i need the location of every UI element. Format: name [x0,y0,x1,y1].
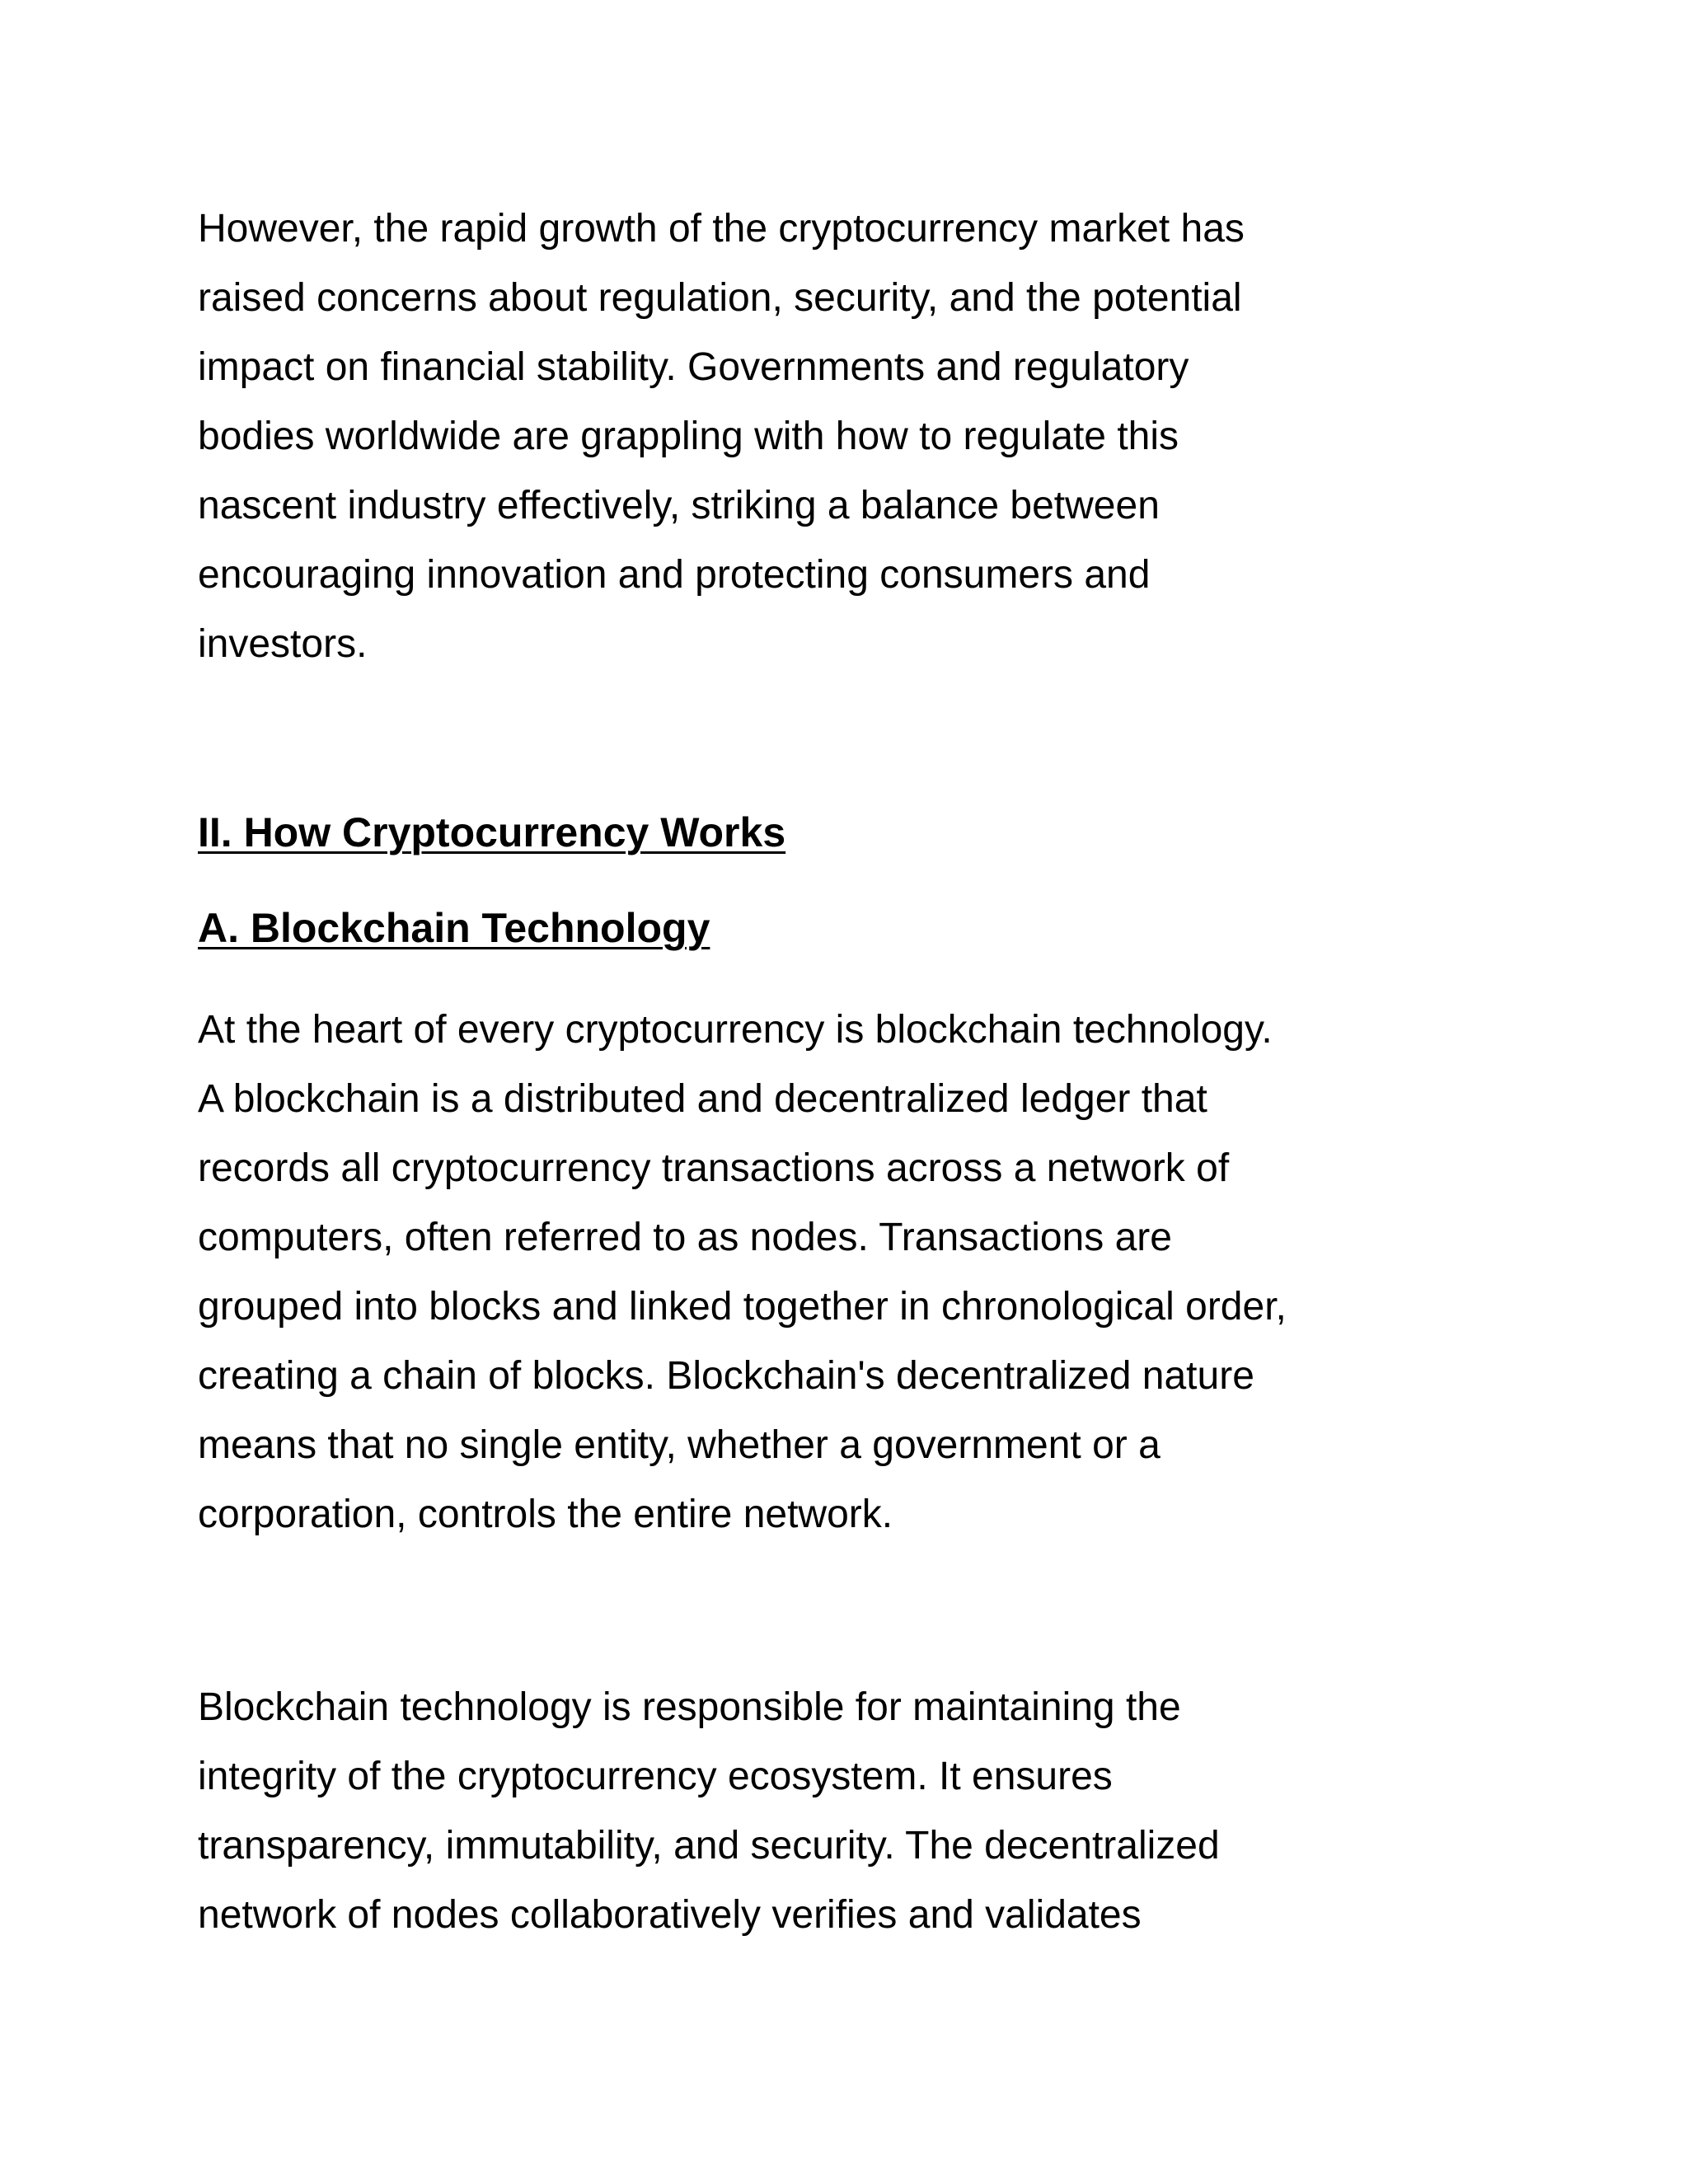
paragraph-line: grouped into blocks and linked together in chronological order, [198,1285,1287,1329]
section-heading-wrapper [198,808,1533,857]
paragraph-line: corporation, controls the entire network. [198,1493,893,1536]
paragraph-blockchain-intro [198,996,1533,1549]
paragraph-line: encouraging innovation and protecting consumers and [198,553,1151,597]
paragraph-line: nascent industry effectively, striking a balance between [198,484,1160,527]
paragraph-line: bodies worldwide are grappling with how to regulate this [198,415,1179,458]
paragraph-blockchain-integrity [198,1673,1533,1950]
subsection-heading-wrapper [198,903,1533,953]
paragraph-line: However, the rapid growth of the cryptocurrency market has [198,207,1245,251]
paragraph-regulation-concerns [198,194,1533,679]
paragraph-line: records all cryptocurrency transactions across a network of [198,1146,1230,1190]
paragraph-line: raised concerns about regulation, security, and the potential [198,276,1242,320]
paragraph-line: computers, often referred to as nodes. Transactions are [198,1216,1172,1259]
paragraph-line: creating a chain of blocks. Blockchain's decentralized nature [198,1354,1254,1398]
paragraph-line: Blockchain technology is responsible for maintaining the [198,1685,1181,1729]
paragraph-line: means that no single entity, whether a government or a [198,1423,1160,1467]
section-heading: II. How Cryptocurrency Works [198,809,786,855]
paragraph-line: A blockchain is a distributed and decentralized ledger that [198,1077,1207,1121]
subsection-heading: A. Blockchain Technology [198,905,710,951]
paragraph-line: transparency, immutability, and security. The decentralized [198,1824,1220,1868]
paragraph-line: At the heart of every cryptocurrency is blockchain technology. [198,1008,1273,1052]
paragraph-line: impact on financial stability. Governments and regulatory [198,345,1189,389]
paragraph-line: network of nodes collaboratively verifies and validates [198,1893,1142,1937]
paragraph-line: investors. [198,622,368,666]
paragraph-line: integrity of the cryptocurrency ecosystem. It ensures [198,1755,1113,1798]
